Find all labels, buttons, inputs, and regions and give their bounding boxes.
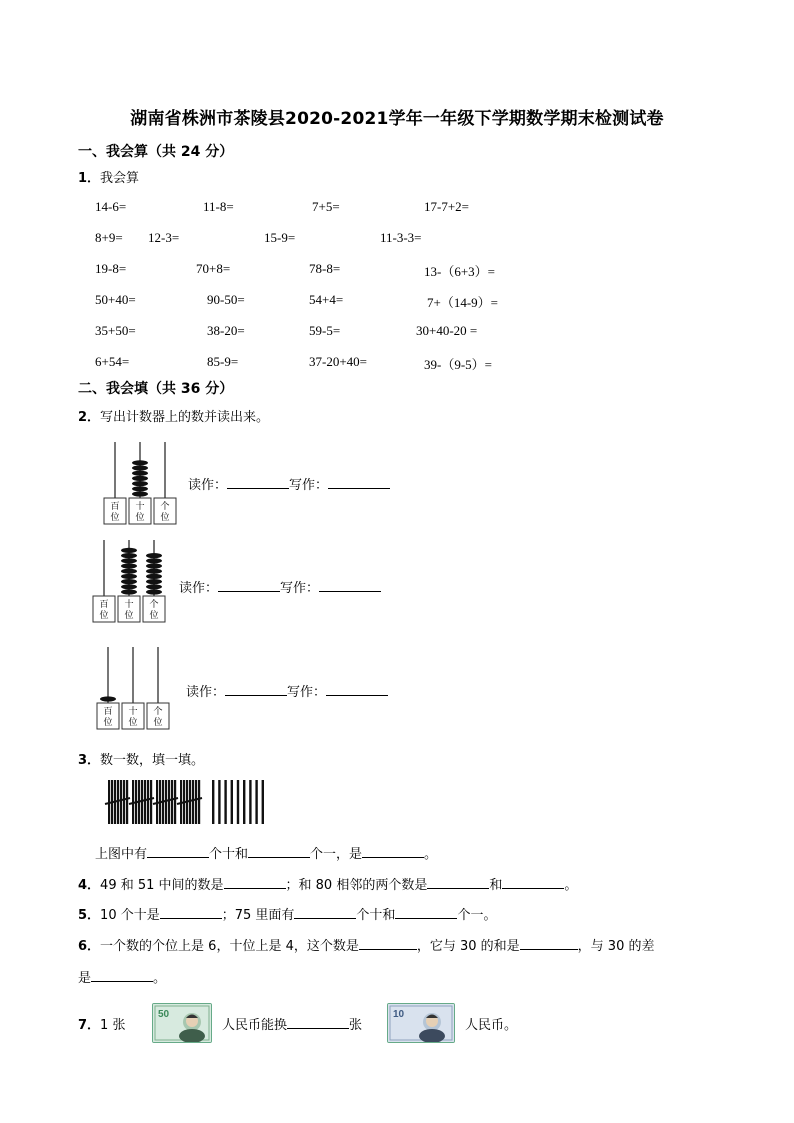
write-blank-1[interactable] (328, 476, 390, 489)
calc-item: 37-20+40= (309, 354, 367, 369)
calc-item: 8+9= (95, 230, 123, 245)
question-3-fill-line (95, 843, 437, 862)
place-label: 位 (103, 718, 113, 728)
abacus-3 (95, 645, 175, 731)
q6-text-e: 。 (153, 971, 167, 986)
q3-text-d: 。 (424, 847, 438, 862)
question-4 (78, 874, 577, 893)
stick-bundle (177, 780, 202, 824)
single-stick (231, 780, 233, 824)
calc-item: 12-3= (148, 230, 180, 245)
calc-item: 15-9= (264, 230, 296, 245)
read-blank-3[interactable] (225, 683, 287, 696)
q4-blank-1[interactable] (224, 876, 286, 889)
section-heading-1: 一、我会算（共 24 分） (78, 144, 234, 160)
single-stick (243, 780, 245, 824)
calc-item: 59-5= (309, 323, 341, 338)
question-1 (78, 167, 139, 186)
question-7-end (465, 1014, 517, 1033)
q6-text-c: ，与 30 的差 (577, 939, 655, 954)
write-blank-2[interactable] (319, 579, 381, 592)
q7-text-d: 人民币。 (465, 1018, 518, 1033)
question-6 (78, 935, 654, 954)
q6-blank-1[interactable] (359, 937, 417, 950)
question-number: 1． (78, 171, 101, 186)
bead (146, 584, 162, 589)
question-number: 2． (78, 410, 101, 425)
place-label: 百 (99, 600, 109, 610)
place-label: 百 (110, 502, 120, 512)
stick-bundle (153, 780, 178, 824)
question-number: 7． (78, 1018, 101, 1033)
abacus-1-answer (188, 474, 390, 493)
bead (132, 476, 148, 481)
place-label: 位 (135, 513, 145, 523)
calc-item: 13-（6+3）= (424, 264, 495, 279)
place-label: 十 (135, 502, 145, 512)
q5-blank-1[interactable] (160, 906, 222, 919)
q3-text-a: 上图中有 (95, 847, 148, 862)
page-title: 湖南省株洲市茶陵县2020-2021学年一年级下学期数学期末检测试卷 (130, 109, 664, 129)
question-number: 4． (78, 878, 101, 893)
write-label: 写作： (280, 581, 320, 596)
place-label: 个 (153, 707, 163, 717)
ten-yuan-banknote (387, 1003, 455, 1043)
calc-item: 6+54= (95, 354, 130, 369)
sticks-image (104, 778, 274, 828)
question-2 (78, 406, 269, 425)
place-label: 位 (153, 718, 163, 728)
place-label: 位 (160, 513, 170, 523)
bead (121, 589, 137, 594)
note-value: 10 (393, 1009, 405, 1020)
read-blank-1[interactable] (227, 476, 289, 489)
q3-blank-tens[interactable] (147, 845, 209, 858)
bead (146, 553, 162, 558)
calc-item: 14-6= (95, 199, 127, 214)
note-value: 50 (158, 1009, 170, 1020)
calc-item: 35+50= (95, 323, 136, 338)
calc-item: 19-8= (95, 261, 127, 276)
bead (146, 569, 162, 574)
calc-item: 39-（9-5）= (424, 357, 492, 372)
bead (146, 558, 162, 563)
read-blank-2[interactable] (218, 579, 280, 592)
q7-text-b: 人民币能换 (222, 1018, 288, 1033)
bead (100, 696, 116, 701)
calc-item: 11-8= (203, 199, 234, 214)
stick-bundle (129, 780, 154, 824)
q3-text-c: 个一，是 (310, 847, 363, 862)
q6-text-b: ，它与 30 的和是 (416, 939, 520, 954)
q5-blank-2[interactable] (294, 906, 356, 919)
question-number: 5． (78, 908, 101, 923)
question-number: 3． (78, 753, 101, 768)
q5-blank-3[interactable] (395, 906, 457, 919)
q4-text-b: ；和 80 相邻的两个数是 (285, 878, 428, 893)
bead (146, 574, 162, 579)
read-label: 读作： (179, 581, 219, 596)
bead (121, 584, 137, 589)
question-7-middle (222, 1014, 362, 1033)
bead (121, 574, 137, 579)
q5-text-b: ；75 里面有 (221, 908, 295, 923)
place-label: 百 (103, 707, 113, 717)
calc-item: 50+40= (95, 292, 136, 307)
section-heading-2: 二、我会填（共 36 分） (78, 381, 234, 397)
question-text: 数一数，填一填。 (100, 753, 205, 768)
q5-text-a: 10 个十是 (100, 908, 160, 923)
question-number: 6． (78, 939, 101, 954)
stick-bundle (105, 780, 130, 824)
calc-item: 7+5= (312, 199, 340, 214)
calc-item: 78-8= (309, 261, 341, 276)
bead (132, 481, 148, 486)
q4-text-c: 和 (489, 878, 503, 893)
q7-text-a: 1 张 (100, 1018, 126, 1033)
question-text: 我会算 (100, 171, 140, 186)
q7-blank[interactable] (287, 1016, 349, 1029)
place-label: 位 (99, 611, 109, 621)
bead (132, 465, 148, 470)
q7-text-c: 张 (349, 1018, 363, 1033)
q6-blank-2[interactable] (520, 937, 578, 950)
q6-text-a: 一个数的个位上是 6，十位上是 4，这个数是 (100, 939, 359, 954)
single-stick (249, 780, 251, 824)
question-6-line-2 (78, 967, 166, 986)
bead (121, 569, 137, 574)
calc-item: 70+8= (196, 261, 231, 276)
bead (121, 563, 137, 568)
bead (146, 563, 162, 568)
q5-text-c: 个十和 (356, 908, 396, 923)
q3-blank-ones[interactable] (248, 845, 310, 858)
single-stick (218, 780, 220, 824)
bead (132, 471, 148, 476)
calc-item: 30+40-20 = (416, 323, 478, 338)
q6-text-d: 是 (78, 971, 92, 986)
abacus-2-answer (179, 577, 381, 596)
write-blank-3[interactable] (326, 683, 388, 696)
bead (132, 486, 148, 491)
q4-blank-3[interactable] (502, 876, 564, 889)
question-3 (78, 749, 204, 768)
q4-text-d: 。 (564, 878, 578, 893)
bead (121, 553, 137, 558)
calc-item: 7+（14-9）= (427, 295, 498, 310)
write-label: 写作： (289, 478, 329, 493)
place-label: 十 (124, 600, 134, 610)
bead (146, 589, 162, 594)
write-label: 写作： (287, 685, 327, 700)
q3-blank-number[interactable] (362, 845, 424, 858)
calc-item: 17-7+2= (424, 199, 469, 214)
bead (121, 548, 137, 553)
bead (132, 491, 148, 496)
abacus-3-answer (186, 681, 388, 700)
calc-item: 11-3-3= (380, 230, 422, 245)
single-stick (224, 780, 226, 824)
bead (121, 579, 137, 584)
q3-text-b: 个十和 (209, 847, 249, 862)
fifty-yuan-banknote (152, 1003, 212, 1043)
place-label: 十 (128, 707, 138, 717)
question-text: 写出计数器上的数并读出来。 (100, 410, 270, 425)
bead (146, 579, 162, 584)
question-7-start (78, 1014, 125, 1033)
abacus-2 (91, 538, 171, 624)
place-label: 个 (160, 502, 170, 512)
single-stick (262, 780, 264, 824)
calc-item: 54+4= (309, 292, 344, 307)
q5-text-d: 个一。 (457, 908, 497, 923)
read-label: 读作： (186, 685, 226, 700)
question-5 (78, 904, 496, 923)
q6-blank-3[interactable] (91, 969, 153, 982)
place-label: 位 (110, 513, 120, 523)
q4-blank-2[interactable] (427, 876, 489, 889)
place-label: 位 (128, 718, 138, 728)
abacus-1 (102, 440, 182, 526)
single-stick (212, 780, 214, 824)
place-label: 位 (124, 611, 134, 621)
bead (132, 460, 148, 465)
calc-item: 38-20= (207, 323, 245, 338)
single-stick (237, 780, 239, 824)
single-stick (255, 780, 257, 824)
read-label: 读作： (188, 478, 228, 493)
calc-item: 85-9= (207, 354, 239, 369)
place-label: 个 (149, 600, 159, 610)
place-label: 位 (149, 611, 159, 621)
bead (121, 558, 137, 563)
q4-text-a: 49 和 51 中间的数是 (100, 878, 224, 893)
calc-item: 90-50= (207, 292, 245, 307)
